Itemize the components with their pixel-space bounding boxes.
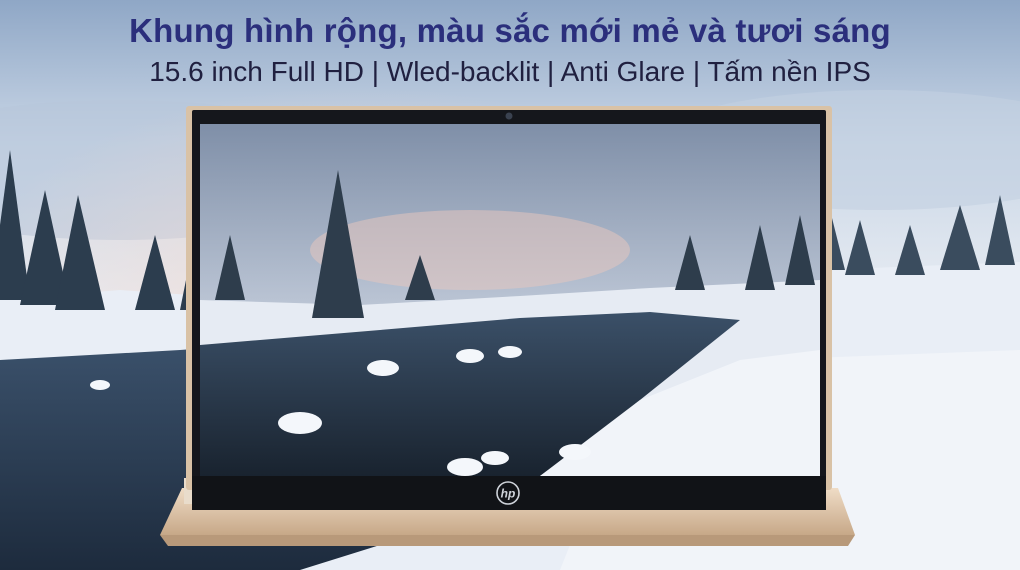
headline: Khung hình rộng, màu sắc mới mẻ và tươi sáng [129,12,891,49]
spec-line: 15.6 inch Full HD | Wled-backlit | Anti Glare | Tấm nền IPS [149,56,871,87]
screen-display [200,124,820,476]
webcam [506,113,513,120]
hp-logo-text: hp [500,486,516,501]
